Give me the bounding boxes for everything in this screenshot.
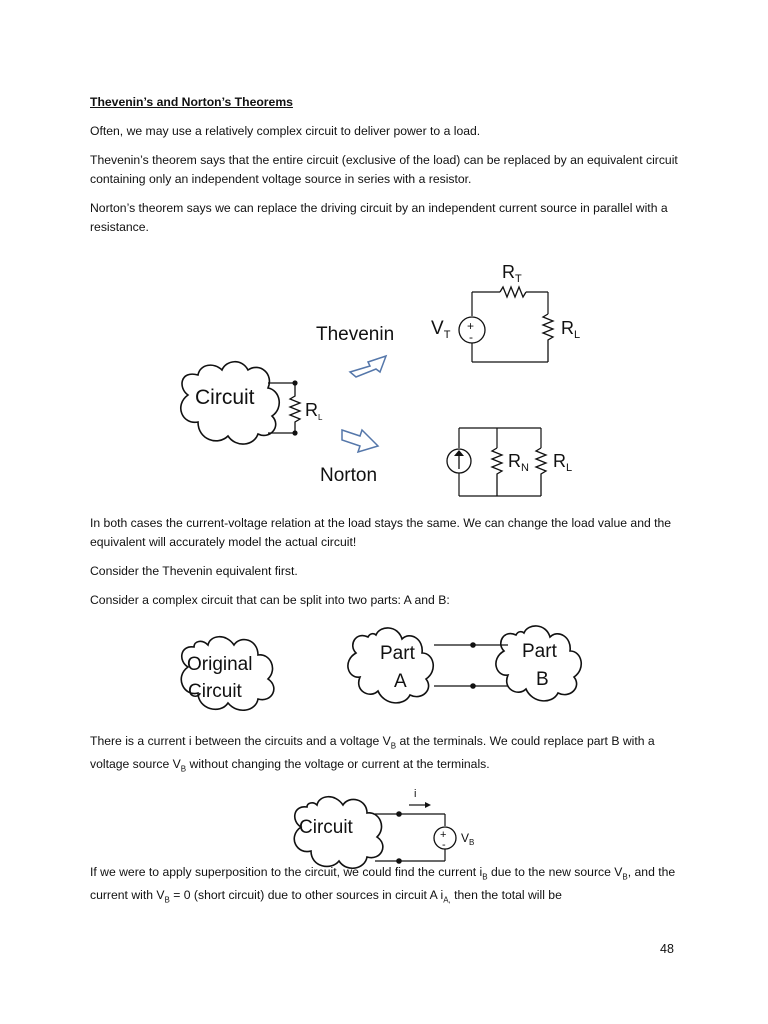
rt-label: R (502, 262, 515, 282)
rt-resistor (500, 287, 526, 297)
svg-text:RL: $R_L$ (553, 451, 573, 474)
figure-parts (170, 615, 600, 720)
rl-label: R (305, 400, 318, 420)
part-b-letter: B (536, 669, 549, 690)
rl-resistor-thevenin (543, 314, 553, 362)
circuit-label-small: Circuit (299, 817, 353, 838)
thevenin-label: Thevenin (316, 324, 395, 345)
thevenin-arrow (350, 356, 386, 377)
vb-label: V (461, 831, 470, 845)
paragraph-superposition: If we were to apply superposition to the circuit, we could find the current $i_B$ due to the new source $V_B$, and the current with $V_B = 0$ (short circuit) due to other sources in circuit A $i_{A,}$ then the total will be (90, 865, 676, 905)
figure-equivalents-drawing (170, 250, 600, 505)
paragraph-current-voltage: There is a current i between the circuits and a voltage $V_B$ at the terminals. We could replace part B with a voltage source $V_B$ without changing the voltage or current at the terminals. (90, 734, 655, 774)
section-title: Thevenin’s and Norton’s Theorems (90, 95, 293, 109)
vt-label: V (431, 318, 444, 339)
svg-text:RL: $R_L$ (561, 318, 581, 341)
rl-label-norton: R (553, 451, 566, 471)
load-resistor (290, 383, 300, 433)
svg-text:-: - (442, 839, 446, 851)
svg-text:+: + (440, 829, 447, 841)
svg-text:RL: $R_L$ (305, 400, 323, 422)
svg-text:RT: $R_T$ (502, 262, 522, 285)
svg-text:VB: $V_B$ (461, 831, 475, 847)
paragraph-consider-thevenin: Consider the Thevenin equivalent first. (90, 564, 298, 578)
part-b-title: Part (522, 641, 557, 662)
part-a-letter: A (394, 671, 407, 692)
circuit-label: Circuit (195, 386, 255, 409)
paragraph-load: In both cases the current-voltage relation at the load stays the same. We can change the load value and the equivalent will accurately model the actual circuit! (90, 516, 672, 549)
figure-equivalents (170, 250, 600, 505)
rn-resistor (492, 448, 502, 496)
norton-label: Norton (320, 465, 378, 486)
paragraph-norton: Norton’s theorem says we can replace the driving circuit by an independent current source in parallel with a resistance. (90, 201, 668, 234)
part-a-title: Part (380, 643, 415, 664)
paragraph-intro: Often, we may use a relatively complex circuit to deliver power to a load. (90, 124, 481, 138)
paragraph-thevenin: Thevenin’s theorem says that the entire circuit (exclusive of the load) can be replaced by an equivalent circuit containing only an independent voltage source in series with a resistor. (90, 153, 678, 186)
norton-arrow (342, 430, 378, 452)
svg-text:+: + (467, 319, 475, 333)
rl-label-thevenin: R (561, 318, 574, 338)
svg-text:-: - (469, 330, 473, 344)
paragraph-split: Consider a complex circuit that can be split into two parts: A and B: (90, 593, 450, 607)
figure-replacement (285, 785, 485, 875)
figure-parts-drawing (170, 615, 600, 720)
svg-text:RN: $R_N$ (508, 451, 529, 474)
rn-label: R (508, 451, 521, 471)
figure-replacement-drawing (285, 785, 485, 875)
rl-resistor-norton (536, 448, 546, 496)
current-label: i (414, 788, 417, 800)
original-line1: Original (187, 654, 253, 675)
svg-text:VT: $V_T$ (431, 318, 451, 341)
page-number: 48 (660, 942, 674, 956)
original-line2: Circuit (188, 681, 242, 702)
part-a-cloud (348, 628, 433, 703)
